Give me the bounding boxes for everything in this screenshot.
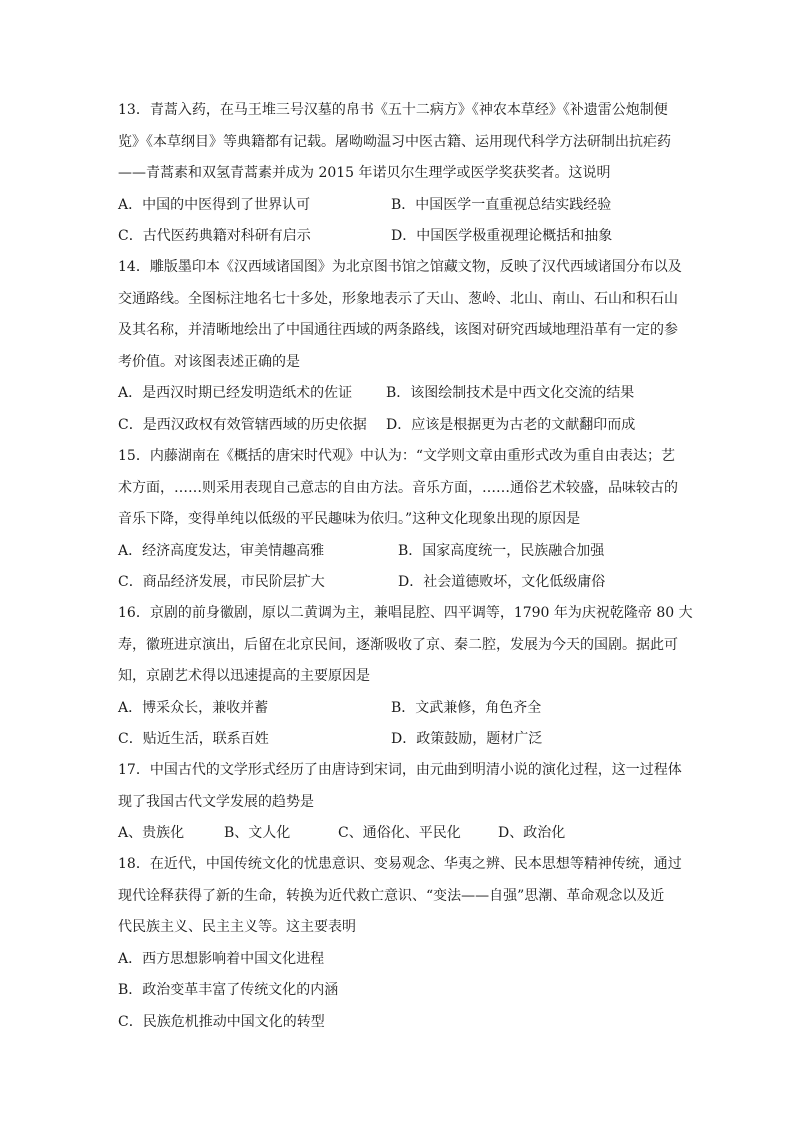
option-d[interactable]: D．政策鼓励，题材广泛 [391, 731, 543, 747]
question-16 [118, 598, 693, 756]
question-stem-line: 15．内藤湖南在《概括的唐宋时代观》中认为：“文学则文章由重形式改为重自由表达；艺 [118, 448, 675, 464]
question-stem-line: 知，京剧艺术得以迅速提高的主要原因是 [118, 668, 370, 684]
option-row [118, 190, 678, 222]
option-row [118, 724, 678, 756]
question-stem-line: 16．京剧的前身徽剧，原以二黄调为主，兼唱昆腔、四平调等，1790 年为庆祝乾隆帝 80 大 [118, 605, 693, 621]
question-stem-line: 音乐下降，变得单纯以低级的平民趣味为依归。”这种文化现象出现的原因是 [118, 511, 581, 527]
option-c[interactable]: C．商品经济发展，市民阶层扩大 [118, 574, 325, 590]
option-a[interactable]: A．是西汉时期已经发明造纸术的佐证 [118, 385, 353, 401]
question-stem-line: 交通路线。全图标注地名七十多处，形象地表示了天山、葱岭、北山、南山、石山和积石山 [118, 290, 678, 307]
option-row [118, 378, 678, 410]
option-a[interactable]: A．博采众长，兼收并蓄 [118, 699, 269, 716]
option-a[interactable]: A、贵族化 [118, 825, 185, 841]
option-a[interactable]: A．经济高度发达，审美情趣高雅 [118, 542, 325, 559]
option-d[interactable]: D．中国医学极重视理论概括和抽象 [391, 228, 613, 244]
question-stem-line: 及其名称，并清晰地绘出了中国通往西域的两条路线，该图对研究西域地理沿革有一定的参 [118, 322, 678, 338]
question-17 [118, 755, 682, 850]
question-stem-line: 术方面，……则采用表现自己意志的自由方法。音乐方面，……通俗艺术较盛，品味较古的 [118, 479, 678, 496]
question-14 [118, 252, 682, 441]
question-stem-line: 代民族主义、民主主义等。这主要表明 [118, 919, 356, 935]
option-d[interactable]: D．应该是根据更为古老的文献翻印而成 [386, 416, 636, 433]
option-a[interactable]: A．西方思想影响着中国文化进程 [118, 950, 325, 967]
question-stem-line: ——青蒿素和双氢青蒿素并成为 2015 年诺贝尔生理学或医学奖获奖者。这说明 [118, 165, 611, 181]
option-b[interactable]: B．政治变革丰富了传统文化的内涵 [118, 982, 339, 998]
option-row [118, 567, 678, 599]
question-stem-line: 14．雕版墨印本《汉西域诸国图》为北京图书馆之馆藏文物，反映了汉代西域诸国分布以及 [118, 259, 682, 275]
option-c[interactable]: C．是西汉政权有效管辖西域的历史依据 [118, 416, 367, 433]
option-c[interactable]: C、通俗化、平民化 [338, 825, 461, 841]
option-b[interactable]: B、文人化 [224, 825, 291, 841]
question-stem-line: 17．中国古代的文学形式经历了由唐诗到宋词，由元曲到明清小说的演化过程，这一过程体 [118, 762, 682, 778]
option-b[interactable]: B．中国医学一直重视总结实践经验 [391, 196, 612, 213]
option-row [118, 221, 678, 253]
question-stem-line: 18．在近代，中国传统文化的忧患意识、变易观念、华夷之辨、民本思想等精神传统，通过 [118, 856, 682, 872]
question-13 [118, 95, 678, 253]
option-b[interactable]: B．该图绘制技术是中西文化交流的结果 [386, 385, 635, 401]
option-c[interactable]: C．民族危机推动中国文化的转型 [118, 1013, 325, 1030]
option-c[interactable]: C．贴近生活，联系百姓 [118, 731, 269, 747]
option-b[interactable]: B．文武兼修，角色齐全 [391, 699, 542, 716]
option-d[interactable]: D．社会道德败坏，文化低级庸俗 [398, 574, 606, 590]
option-d[interactable]: D、政治化 [498, 825, 566, 841]
option-row [118, 410, 678, 442]
option-row [118, 536, 678, 568]
question-15 [118, 441, 678, 599]
question-stem-line: 览》《本草纲目》等典籍都有记载。屠呦呦温习中医古籍、运用现代科学方法研制出抗疟药 [118, 133, 671, 150]
question-stem-line: 现了我国古代文学发展的趋势是 [118, 793, 314, 810]
option-b[interactable]: B．国家高度统一，民族融合加强 [398, 542, 605, 559]
option-c[interactable]: C．古代医药典籍对科研有启示 [118, 228, 311, 244]
question-stem-line: 考价值。对该图表述正确的是 [118, 353, 300, 370]
question-stem-line: 现代诠释获得了新的生命，转换为近代救亡意识、“变法——自强”思潮、革命观念以及近 [118, 887, 665, 904]
option-row [118, 818, 678, 850]
option-a[interactable]: A．中国的中医得到了世界认可 [118, 196, 311, 213]
option-row [118, 693, 678, 725]
question-stem-line: 寿，徽班进京演出，后留在北京民间，逐渐吸收了京、秦二腔，发展为今天的国剧。据此可 [118, 636, 678, 653]
question-18 [118, 849, 682, 1038]
question-stem-line: 13．青蒿入药，在马王堆三号汉墓的帛书《五十二病方》《神农本草经》《补遗雷公炮制便 [118, 102, 668, 118]
